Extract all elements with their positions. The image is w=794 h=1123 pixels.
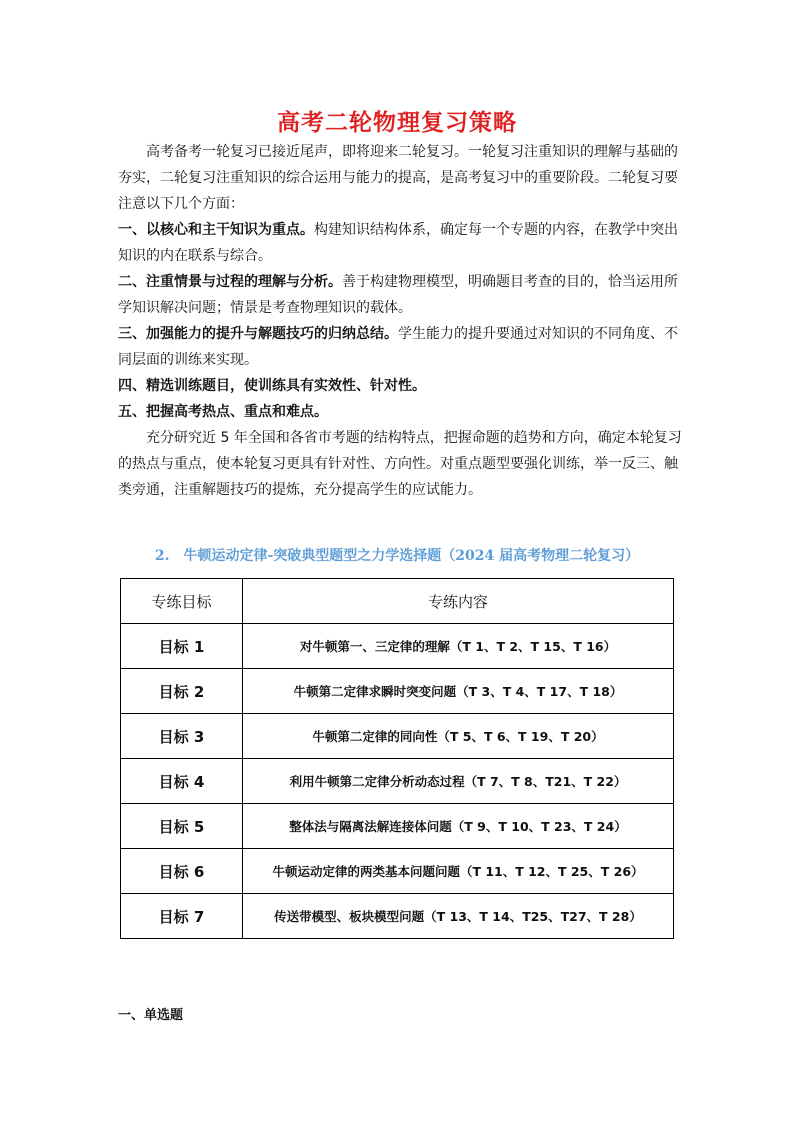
goal-cell: 目标 7 — [121, 894, 243, 939]
table-row — [121, 669, 674, 714]
goal-cell: 目标 4 — [121, 759, 243, 804]
point-3-text: 学生能力的提升要通过对知识的不同角度、不同层面的训练来实现。 — [118, 326, 678, 368]
point-3-heading: 三、加强能力的提升与解题技巧的归纳总结。 — [118, 326, 398, 342]
table-header-row — [121, 579, 674, 624]
point-1-heading: 一、以核心和主干知识为重点。 — [118, 222, 314, 238]
table-row — [121, 894, 674, 939]
content-cell: 牛顿第二定律的同向性（T 5、T 6、T 19、T 20） — [243, 714, 674, 759]
content-cell: 整体法与隔离法解连接体问题（T 9、T 10、T 23、T 24） — [243, 804, 674, 849]
table-row — [121, 624, 674, 669]
table-row — [121, 849, 674, 894]
section-heading: 一、单选题 — [118, 1008, 184, 1023]
table-subtitle: 2. 牛顿运动定律-突破典型题型之力学选择题（2024 届高考物理二轮复习） — [154, 548, 640, 564]
goal-cell: 目标 3 — [121, 714, 243, 759]
content-cell: 对牛顿第一、三定律的理解（T 1、T 2、T 15、T 16） — [243, 624, 674, 669]
point-5-heading: 五、把握高考热点、重点和难点。 — [118, 404, 328, 420]
content-cell: 牛顿第二定律求瞬时突变问题（T 3、T 4、T 17、T 18） — [243, 669, 674, 714]
point-2 — [118, 269, 684, 321]
point-4-heading: 四、精选训练题目，使训练具有实效性、针对性。 — [118, 378, 426, 394]
table-row — [121, 759, 674, 804]
goal-cell: 目标 2 — [121, 669, 243, 714]
goal-cell: 目标 5 — [121, 804, 243, 849]
content-cell: 传送带模型、板块模型问题（T 13、T 14、T25、T27、T 28） — [243, 894, 674, 939]
training-plan-table — [120, 578, 674, 939]
body-text — [118, 139, 684, 503]
point-5 — [118, 399, 684, 425]
content-cell: 牛顿运动定律的两类基本问题问题（T 11、T 12、T 25、T 26） — [243, 849, 674, 894]
intro-paragraph: 高考备考一轮复习已接近尾声，即将迎来二轮复习。一轮复习注重知识的理解与基础的夯实，二轮复习注重知识的综合运用与能力的提高，是高考复习中的重要阶段。二轮复习要注意以下几个方面： — [118, 144, 678, 212]
point-2-text: 善于构建物理模型，明确题目考查的目的，恰当运用所学知识解决问题；情景是考查物理知识的载体。 — [118, 274, 678, 316]
goal-cell: 目标 6 — [121, 849, 243, 894]
content-cell: 利用牛顿第二定律分析动态过程（T 7、T 8、T21、T 22） — [243, 759, 674, 804]
point-1 — [118, 217, 684, 269]
header-content: 专练内容 — [243, 579, 674, 624]
header-goal: 专练目标 — [121, 579, 243, 624]
point-4 — [118, 373, 684, 399]
page-title: 高考二轮物理复习策略 — [277, 110, 517, 136]
table-row — [121, 804, 674, 849]
point-1-text: 构建知识结构体系，确定每一个专题的内容，在教学中突出知识的内在联系与综合。 — [118, 222, 678, 264]
goal-cell: 目标 1 — [121, 624, 243, 669]
closing-paragraph: 充分研究近 5 年全国和各省市考题的结构特点，把握命题的趋势和方向，确定本轮复习的热点与重点，使本轮复习更具有针对性、方向性。对重点题型要强化训练，举一反三、触类旁通，注重解题技巧的提炼，充分提高学生的应试能力。 — [118, 430, 682, 498]
point-2-heading: 二、注重情景与过程的理解与分析。 — [118, 274, 342, 290]
point-3 — [118, 321, 684, 373]
table-row — [121, 714, 674, 759]
